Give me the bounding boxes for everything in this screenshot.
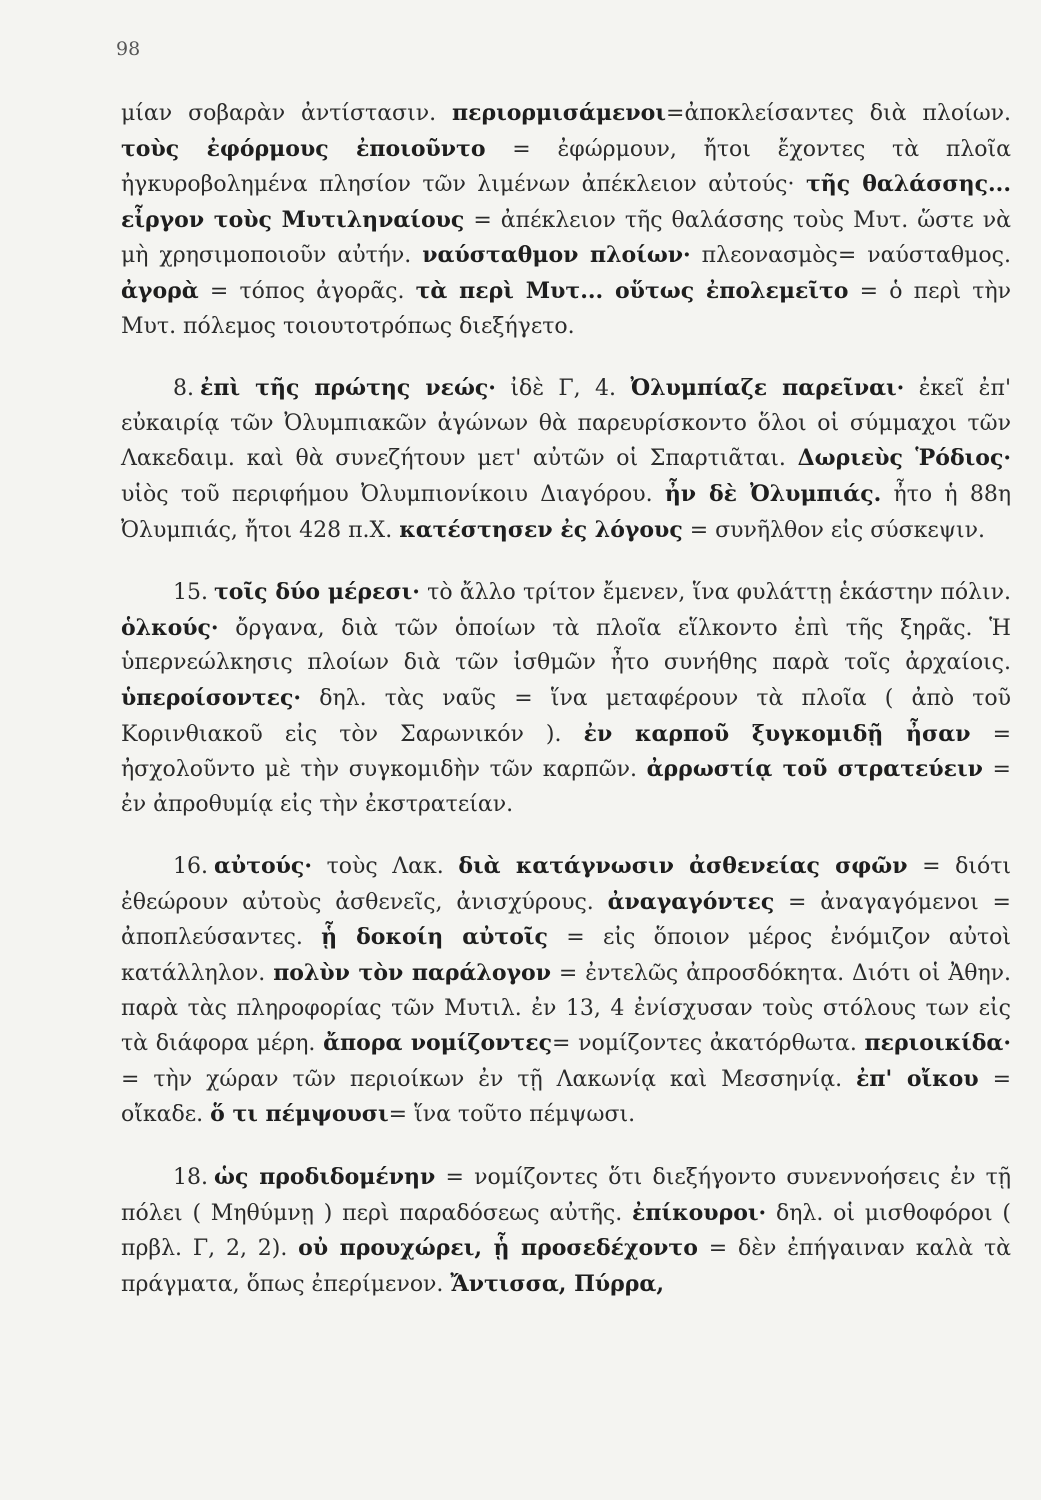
lemma-term: αὐτούς· bbox=[214, 853, 312, 880]
gloss-text: υἱὸς τοῦ περιφήμου Ὀλυμπιονίκοιυ Διαγόρου. bbox=[121, 481, 665, 507]
gloss-text: = οἴκαδε. bbox=[121, 1066, 1011, 1128]
lemma-term: Ὀλυμπίαζε παρεῖναι· bbox=[630, 375, 905, 402]
gloss-text: = τόπος ἀγορᾶς. bbox=[198, 278, 416, 304]
paragraph bbox=[121, 849, 1011, 1133]
gloss-text: = νομίζοντες ἀκατόρθωτα. bbox=[551, 1031, 865, 1057]
gloss-text: μίαν σοβαρὰν ἀντίστασιν. bbox=[121, 101, 452, 126]
gloss-text: = διότι ἐθεώρουν αὐτοὺς ἀσθενεῖς, ἀνισχύρους. bbox=[121, 854, 1012, 915]
lemma-term: ἐπ' οἴκου bbox=[856, 1065, 979, 1092]
body-text bbox=[121, 96, 1011, 1302]
paragraph bbox=[121, 96, 1011, 344]
lemma-term: περιορμισάμενοι bbox=[451, 100, 667, 126]
lemma-term: Ἄντισσα, Πύρρα, bbox=[450, 1270, 665, 1297]
lemma-term: ἀναγαγόντες bbox=[607, 888, 775, 915]
gloss-text: = ἀναγαγόμενοι = ἀποπλεύσαντες. bbox=[121, 889, 1011, 951]
section-number: 18. bbox=[173, 1165, 208, 1191]
paragraph bbox=[121, 575, 1011, 822]
lemma-term: ὑπεροίσοντες· bbox=[121, 684, 302, 711]
gloss-text: = ὁ περὶ τὴν Μυτ. πόλεμος τοιουτοτρόπως διεξήγετο. bbox=[121, 278, 1011, 339]
gloss-text: = ἠσχολοῦντο μὲ τὴν συγκομιδὴν τῶν καρπῶν. bbox=[121, 721, 1012, 783]
lemma-term: ἀρρωστίᾳ τοῦ στρατεύειν bbox=[646, 756, 983, 783]
lemma-term: ἦν δὲ Ὀλυμπιάς. bbox=[664, 480, 882, 507]
lemma-term: ἀγορὰ bbox=[121, 277, 199, 304]
lemma-term: ναύσταθμον πλοίων· bbox=[422, 242, 691, 269]
section-number: 8. bbox=[173, 376, 194, 402]
lemma-term: ὁλκούς· bbox=[121, 614, 219, 641]
lemma-term: ἐπίκουροι· bbox=[632, 1199, 767, 1226]
lemma-term: διὰ κατάγνωσιν ἀσθενείας σφῶν bbox=[458, 853, 908, 880]
gloss-text: = εἰς ὅποιον μέρος ἐνόμιζον αὐτοὶ κατάλληλον. bbox=[121, 925, 1011, 987]
gloss-text: πλεονασμὸς= ναύσταθμος. bbox=[690, 243, 1011, 269]
lemma-term: τῆς θαλάσσης... εἶργον τοὺς Μυτιληναίους bbox=[121, 171, 1012, 233]
lemma-term: ὡς προδιδομένην bbox=[214, 1164, 436, 1191]
lemma-term: ἐν καρποῦ ξυγκομιδῇ ἦσαν bbox=[583, 720, 971, 747]
gloss-text: = ἀπέκλειον τῆς θαλάσσης τοὺς Μυτ. ὥστε νὰ μὴ χρησιμοποιοῦν αὐτήν. bbox=[121, 207, 1011, 269]
gloss-text: τὸ ἄλλο τρίτον ἔμενεν, ἵνα φυλάττῃ ἑκάστην πόλιν. bbox=[419, 580, 1011, 606]
gloss-text: = ἵνα τοῦτο πέμψωσι. bbox=[388, 1102, 636, 1128]
lemma-term: ἄπορα νομίζοντες bbox=[323, 1030, 552, 1057]
section-number: 15. bbox=[173, 580, 208, 606]
paragraph bbox=[121, 1160, 1011, 1302]
gloss-text: = ἐφώρμουν, ἤτοι ἔχοντες τὰ πλοῖα ἠγκυροβολημένα πλησίον τῶν λιμένων ἀπέκλειον αὐτούς· bbox=[121, 136, 1011, 198]
lemma-term: πολὺν τὸν παράλογον bbox=[273, 960, 551, 987]
lemma-term: κατέστησεν ἐς λόγους bbox=[399, 516, 683, 543]
lemma-term: τοὺς ἐφόρμους ἐποιοῦντο bbox=[121, 135, 486, 162]
lemma-term: περιοικίδα· bbox=[864, 1030, 1012, 1057]
section-number: 16. bbox=[173, 854, 208, 880]
gloss-text: τοὺς Λακ. bbox=[312, 854, 459, 880]
gloss-text: = τὴν χώραν τῶν περιοίκων ἐν τῇ Λακωνίᾳ καὶ Μεσσηνίᾳ. bbox=[121, 1066, 857, 1092]
paragraph bbox=[121, 371, 1011, 548]
lemma-term: ἐπὶ τῆς πρώτης νεώς· bbox=[200, 375, 496, 402]
lemma-term: ᾗ δοκοίη αὐτοῖς bbox=[321, 924, 548, 951]
gloss-text: δηλ. τὰς ναῦς = ἵνα μεταφέρουν τὰ πλοῖα ( ἀπὸ τοῦ Κορινθιακοῦ εἰς τὸν Σαρωνικόν ). bbox=[121, 685, 1011, 747]
gloss-text: =ἀποκλείσαντες διὰ πλοίων. bbox=[666, 101, 1011, 126]
gloss-text: δηλ. οἱ μισθοφόροι ( πρβλ. Γ, 2, 2). bbox=[121, 1200, 1011, 1262]
lemma-term: Δωριεὺς Ῥόδιος· bbox=[797, 445, 1011, 472]
gloss-text: ἦτο ἡ 88η Ὀλυμπιάς, ἤτοι 428 π.Χ. bbox=[121, 481, 1011, 543]
gloss-text: = ἐν ἀπροθυμίᾳ εἰς τὴν ἐκστρατείαν. bbox=[121, 757, 1011, 817]
gloss-text: ἐκεῖ ἐπ' εὐκαιρίᾳ τῶν Ὀλυμπιακῶν ἀγώνων θὰ παρευρίσκοντο ὅλοι οἱ σύμμαχοι τῶν Λακεδαιμ. καὶ θὰ συνεζήτουν μετ' αὐτῶν οἱ Σπαρτιᾶται. bbox=[121, 376, 1011, 472]
lemma-term: οὐ προυχώρει, ᾗ προσεδέχοντο bbox=[298, 1235, 698, 1262]
lemma-term: τοῖς δύο μέρεσι· bbox=[214, 579, 420, 606]
lemma-term: ὅ τι πέμψουσι bbox=[210, 1101, 389, 1128]
page-number: 98 bbox=[116, 38, 141, 60]
gloss-text: = νομίζοντες ὅτι διεξήγοντο συνεννοήσεις ἐν τῇ πόλει ( Μηθύμνῃ ) περὶ παραδόσεως αὐτῆς. bbox=[121, 1165, 1012, 1226]
lemma-term: τὰ περὶ Μυτ... οὕτως ἐπολεμεῖτο bbox=[415, 277, 849, 304]
gloss-text: ὄργανα, διὰ τῶν ὁποίων τὰ πλοῖα εἵλκοντο ἐπὶ τῆς ξηρᾶς. Ἡ ὑπερνεώλκησις πλοίων διὰ τῶν ἰσθμῶν ἦτο συνήθης παρὰ τοῖς ἀρχαίοις. bbox=[121, 615, 1011, 676]
gloss-text: = ἐντελῶς ἀπροσδόκητα. Διότι οἱ Ἀθην. παρὰ τὰς πληροφορίας τῶν Μυτιλ. ἐν 13, 4 ἐνίσχυσαν τοὺς στόλους των εἰς τὰ διάφορα μέρη. bbox=[121, 961, 1011, 1057]
gloss-text: ἰδὲ Γ, 4. bbox=[495, 376, 631, 402]
gloss-text: = δὲν ἐπήγαιναν καλὰ τὰ πράγματα, ὅπως ἐπερίμενον. bbox=[121, 1236, 1011, 1297]
gloss-text: = συνῆλθον εἰς σύσκεψιν. bbox=[682, 517, 986, 543]
